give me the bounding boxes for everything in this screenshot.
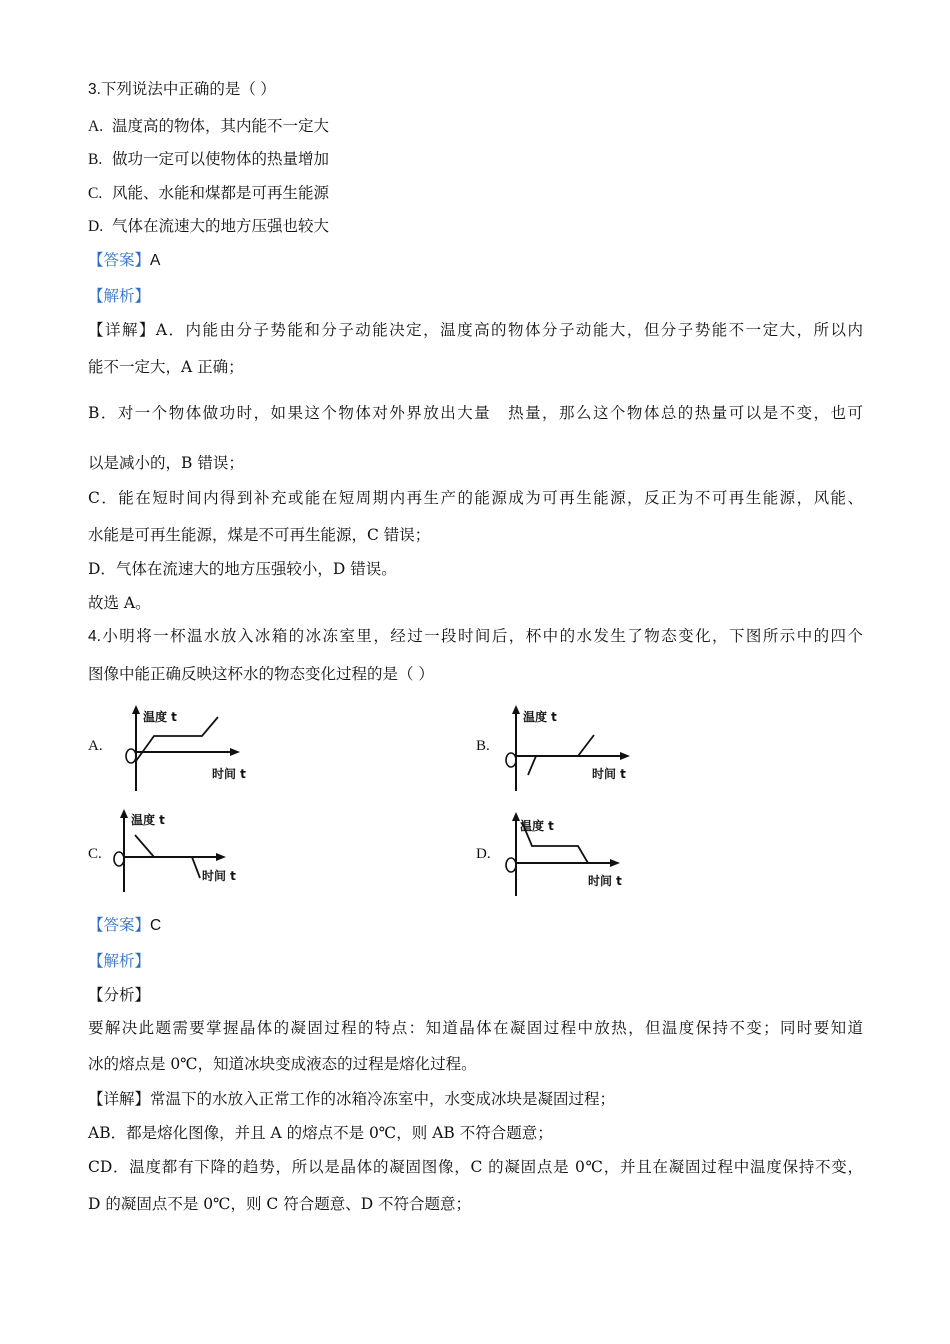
q4-detail-line: CD．温度都有下降的趋势，所以是晶体的凝固图像，C 的凝固点是 0℃，并且在凝固过程中温度保持不变， [88,1158,863,1176]
q4-detail-line: D 的凝固点不是 0℃，则 C 符合题意、D 不符合题意； [88,1195,472,1213]
y-axis-label: 温度 t [520,819,554,833]
q3-analysis-tag: 【解析】 [88,287,151,305]
y-axis-arrow [120,809,128,818]
q3-detail-line: 能不一定大，A 正确； [88,358,244,376]
x-axis-arrow [230,748,240,756]
q4-detail-line: AB．都是熔化图像，并且 A 的熔点不是 0℃，则 AB 不符合题意； [88,1124,553,1142]
q3-detail-line: 以是减小的，B 错误； [88,454,244,472]
x-axis-label: 时间 t [202,869,236,883]
graph-b-label: B. [476,738,490,754]
y-axis-label: 温度 t [131,813,165,827]
q3-detail-line: 水能是可再生能源，煤是不可再生能源，C 错误； [88,526,431,544]
graph-d [496,810,656,904]
y-axis-label: 温度 t [143,710,177,724]
y-axis-label: 温度 t [523,710,557,724]
x-axis-arrow [610,859,620,867]
q3-detail-line: D．气体在流速大的地方压强较小，D 错误。 [88,560,397,578]
q3-detail-line: 故选 A。 [88,594,151,612]
q3-option-a: A. 温度高的物体，其内能不一定大 [88,117,330,135]
graph-c [104,806,254,900]
x-axis-label: 时间 t [212,767,246,781]
q4-fenxi-line: 要解决此题需要掌握晶体的凝固过程的特点：知道晶体在凝固过程中放热，但温度保持不变；同时要知道 [88,1019,863,1037]
x-axis-arrow [620,752,630,760]
graph-c-label: C. [88,846,102,862]
q3-answer: 【答案】A [88,251,161,269]
x-axis-arrow [216,853,226,861]
q3-detail-line: B．对一个物体做功时，如果这个物体对外界放出大量 热量，那么这个物体总的热量可以是不变，也可 [88,404,863,422]
q3-detail-line: C．能在短时间内得到补充或能在短周期内再生产的能源成为可再生能源，反正为不可再生能源，风能、 [88,489,863,507]
q3-option-d: D. 气体在流速大的地方压强也较大 [88,217,330,235]
x-axis-label: 时间 t [588,874,622,888]
graph-a [112,703,272,797]
y-axis-arrow [132,705,140,714]
origin-zero [126,749,136,763]
q3-stem: 3.下列说法中正确的是（ ） [88,81,276,98]
y-axis-arrow [512,705,520,714]
origin-zero [114,852,124,866]
y-axis-arrow [512,812,520,821]
q3-detail-line: 【详解】A．内能由分子势能和分子动能决定，温度高的物体分子动能大，但分子势能不一定大，所以内 [88,321,863,339]
origin-zero [506,753,516,767]
q4-fenxi-line: 冰的熔点是 0℃，知道冰块变成液态的过程是熔化过程。 [88,1055,477,1073]
q4-stem-line: 4.小明将一杯温水放入冰箱的冰冻室里，经过一段时间后，杯中的水发生了物态变化，下图所示中的四个 [88,628,863,645]
q3-option-b: B. 做功一定可以使物体的热量增加 [88,150,330,168]
graph-d-label: D. [476,846,491,862]
graph-b [492,703,652,797]
graph-a-label: A. [88,738,103,754]
origin-zero [506,858,516,872]
x-axis-label: 时间 t [592,767,626,781]
q4-analysis-tag: 【解析】 [88,952,151,970]
q4-answer: 【答案】C [88,916,162,934]
q4-detail-line: 【详解】常温下的水放入正常工作的冰箱冷冻室中，水变成冰块是凝固过程； [88,1090,616,1108]
q4-stem-line: 图像中能正确反映这杯水的物态变化过程的是（ ） [88,665,434,683]
q3-option-c: C. 风能、水能和煤都是可再生能源 [88,184,330,202]
q4-fenxi-tag: 【分析】 [88,986,151,1004]
